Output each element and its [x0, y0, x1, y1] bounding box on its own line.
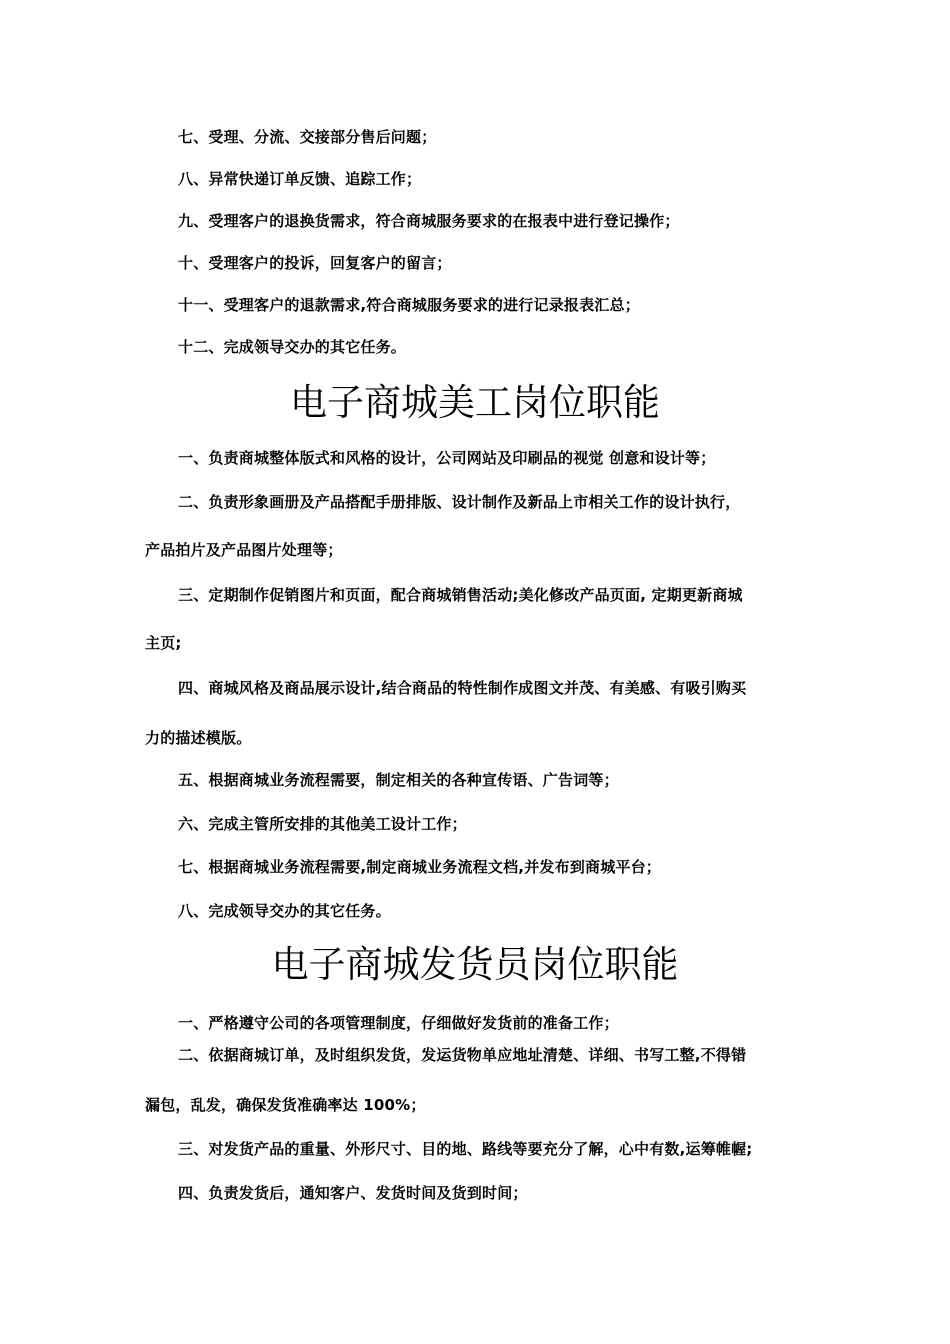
shipper-item-1: 一、严格遵守公司的各项管理制度，仔细做好发货前的准备工作； [178, 1014, 619, 1032]
designer-item-3: 三、定期制作促销图片和页面，配合商城销售活动;美化修改产品页面, 定期更新商城 [178, 586, 743, 604]
support-item-10: 十、受理客户的投诉，回复客户的留言； [178, 254, 452, 272]
shipper-item-2-cont: 漏包，乱发，确保发货准确率达 100%； [145, 1096, 426, 1114]
support-item-8: 八、异常快递订单反馈、追踪工作； [178, 170, 422, 188]
designer-item-8: 八、完成领导交办的其它任务。 [178, 902, 391, 920]
shipper-item-2: 二、依据商城订单，及时组织发货，发运货物单应地址清楚、详细、书写工整,不得错 [178, 1046, 747, 1064]
shipper-item-3: 三、对发货产品的重量、外形尺寸、目的地、路线等要充分了解，心中有数,运筹帷幄; [178, 1140, 753, 1158]
designer-section-title: 电子商城美工岗位职能 [290, 381, 660, 424]
support-item-12: 十二、完成领导交办的其它任务。 [178, 338, 407, 356]
designer-item-1: 一、负责商城整体版式和风格的设计，公司网站及印刷品的视觉 创意和设计等； [178, 449, 716, 467]
designer-item-3-cont: 主页; [145, 634, 182, 652]
shipper-section-title: 电子商城发货员岗位职能 [271, 943, 679, 986]
support-item-11: 十一、受理客户的退款需求,符合商城服务要求的进行记录报表汇总； [178, 296, 640, 314]
support-item-9: 九、受理客户的退换货需求，符合商城服务要求的在报表中进行登记操作； [178, 212, 680, 230]
designer-item-7: 七、根据商城业务流程需要,制定商城业务流程文档,并发布到商城平台； [178, 858, 661, 876]
designer-item-2-cont: 产品拍片及产品图片处理等； [145, 541, 343, 559]
designer-item-6: 六、完成主管所安排的其他美工设计工作； [178, 815, 467, 833]
designer-item-4: 四、商城风格及商品展示设计,结合商品的特性制作成图文并茂、有美感、有吸引购买 [178, 679, 747, 697]
designer-item-2: 二、负责形象画册及产品搭配手册排版、设计制作及新品上市相关工作的设计执行， [178, 493, 741, 511]
shipper-item-4: 四、负责发货后，通知客户、发货时间及货到时间； [178, 1184, 528, 1202]
designer-item-5: 五、根据商城业务流程需要，制定相关的各种宣传语、广告词等； [178, 771, 619, 789]
designer-item-4-cont: 力的描述模版。 [145, 729, 252, 747]
support-item-7: 七、受理、分流、交接部分售后问题； [178, 128, 437, 146]
